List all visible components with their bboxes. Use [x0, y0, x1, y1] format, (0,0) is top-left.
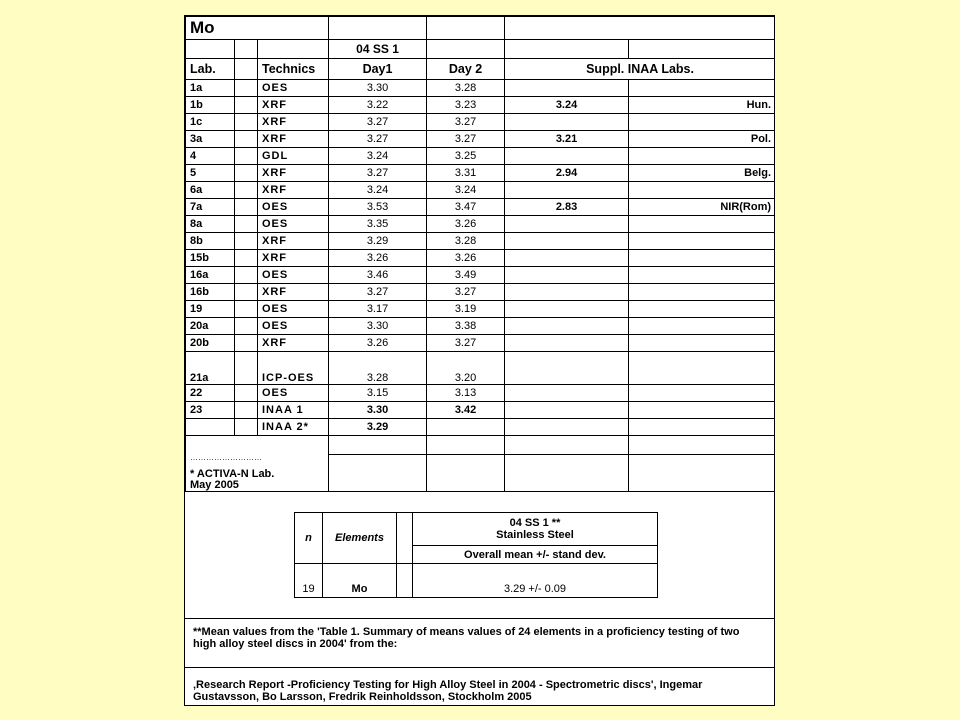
day2-cell: 3.13 [427, 385, 505, 402]
spacer-cell [235, 131, 258, 148]
suppl-lab-cell [629, 284, 775, 301]
suppl-lab-cell [629, 233, 775, 250]
table-row [186, 199, 776, 216]
note-reference: ‚Research Report -Proficiency Testing for High Alloy Steel in 2004 - Spectrometric discs', Ingemar Gustavsson, Bo Larsson, Fredrik Reinholdsson, Stockholm 2005 [193, 679, 703, 703]
day1-cell: 3.27 [329, 114, 427, 131]
lab-cell: 20b [186, 335, 235, 352]
technics-cell: OES [258, 80, 329, 97]
technics-cell: XRF [258, 131, 329, 148]
day1-cell: 3.22 [329, 97, 427, 114]
lab-cell: 1a [186, 80, 235, 97]
suppl-value-cell: 2.94 [505, 165, 629, 182]
suppl-value-cell [505, 216, 629, 233]
header-technics: Technics [258, 59, 329, 80]
suppl-value-cell [505, 148, 629, 165]
suppl-lab-cell [629, 148, 775, 165]
day2-cell [427, 419, 505, 436]
footnote-cell [186, 436, 329, 492]
technics-cell: INAA 1 [258, 402, 329, 419]
suppl-value-cell [505, 402, 629, 419]
table-row [186, 267, 776, 284]
suppl-lab-cell [629, 335, 775, 352]
day1-cell: 3.29 [329, 233, 427, 250]
summary-element-value: Mo [323, 564, 397, 598]
lab-cell: 8a [186, 216, 235, 233]
day2-cell: 3.20 [427, 352, 505, 385]
day1-cell: 3.27 [329, 165, 427, 182]
table-row [186, 216, 776, 233]
spacer-cell [235, 267, 258, 284]
table-row [186, 385, 776, 402]
day1-cell: 3.17 [329, 301, 427, 318]
day1-cell: 3.30 [329, 402, 427, 419]
footnote-row [186, 436, 776, 492]
lab-cell: 1c [186, 114, 235, 131]
spacer-cell [235, 352, 258, 385]
spacer-cell [235, 182, 258, 199]
suppl-value-cell [505, 80, 629, 97]
table-row [186, 402, 776, 419]
technics-cell: OES [258, 385, 329, 402]
suppl-lab-cell [629, 402, 775, 419]
day2-cell: 3.49 [427, 267, 505, 284]
header-day1: Day1 [329, 59, 427, 80]
lab-cell: 22 [186, 385, 235, 402]
summary-table [294, 512, 658, 598]
spacer-cell [235, 301, 258, 318]
sample-label: 04 SS 1 [329, 40, 427, 59]
technics-cell: XRF [258, 165, 329, 182]
day2-cell: 3.38 [427, 318, 505, 335]
spacer-cell [235, 233, 258, 250]
spacer-cell [235, 385, 258, 402]
lab-cell: 7a [186, 199, 235, 216]
sample-row [186, 40, 776, 59]
slide [184, 15, 775, 706]
day1-cell: 3.15 [329, 385, 427, 402]
day1-cell: 3.24 [329, 148, 427, 165]
header-row [186, 59, 776, 80]
day1-cell: 3.26 [329, 250, 427, 267]
technics-cell: OES [258, 301, 329, 318]
table-row [186, 182, 776, 199]
lab-cell: 3a [186, 131, 235, 148]
summary-sample-header [413, 513, 658, 546]
notes-box [185, 618, 775, 706]
suppl-value-cell [505, 250, 629, 267]
table-row [186, 148, 776, 165]
title-row [186, 17, 776, 40]
day2-cell: 3.27 [427, 335, 505, 352]
suppl-lab-cell [629, 267, 775, 284]
spacer-cell [235, 335, 258, 352]
day1-cell: 3.30 [329, 318, 427, 335]
suppl-lab-cell [629, 80, 775, 97]
day1-cell: 3.46 [329, 267, 427, 284]
suppl-value-cell [505, 352, 629, 385]
day1-cell: 3.27 [329, 284, 427, 301]
day2-cell: 3.26 [427, 250, 505, 267]
summary-n-value: 19 [295, 564, 323, 598]
suppl-lab-cell [629, 352, 775, 385]
spacer-cell [235, 148, 258, 165]
suppl-lab-cell [629, 385, 775, 402]
table-row [186, 284, 776, 301]
day1-cell: 3.29 [329, 419, 427, 436]
table-row [186, 233, 776, 250]
suppl-lab-cell [629, 318, 775, 335]
header-suppl: Suppl. INAA Labs. [505, 59, 775, 80]
suppl-value-cell [505, 114, 629, 131]
spacer-cell [235, 318, 258, 335]
spacer-cell [235, 284, 258, 301]
footnote-dots: ……………………… [190, 453, 262, 462]
table-row [186, 80, 776, 97]
lab-cell: 16b [186, 284, 235, 301]
day2-cell: 3.27 [427, 131, 505, 148]
suppl-value-cell [505, 335, 629, 352]
summary-elements-header: Elements [323, 513, 397, 564]
suppl-lab-cell: Belg. [629, 165, 775, 182]
day2-cell: 3.24 [427, 182, 505, 199]
empty-cell [629, 436, 775, 492]
summary-stat-header: Overall mean +/- stand dev. [413, 546, 658, 564]
suppl-lab-cell [629, 216, 775, 233]
suppl-lab-cell [629, 250, 775, 267]
header-day2: Day 2 [427, 59, 505, 80]
summary-stat-value: 3.29 +/- 0.09 [413, 564, 658, 598]
day2-cell: 3.31 [427, 165, 505, 182]
suppl-lab-cell: Hun. [629, 97, 775, 114]
table-row [186, 114, 776, 131]
spacer-cell [235, 402, 258, 419]
table-row [186, 301, 776, 318]
suppl-lab-cell: NIR(Rom) [629, 199, 775, 216]
day2-cell: 3.47 [427, 199, 505, 216]
summary-sample-line1: 04 SS 1 ** [509, 517, 561, 529]
day2-cell: 3.23 [427, 97, 505, 114]
technics-cell: XRF [258, 250, 329, 267]
empty-cell [505, 436, 629, 492]
spacer-cell [235, 199, 258, 216]
technics-cell: XRF [258, 335, 329, 352]
day2-cell: 3.25 [427, 148, 505, 165]
technics-cell: INAA 2* [258, 419, 329, 436]
suppl-value-cell [505, 385, 629, 402]
lab-cell: 19 [186, 301, 235, 318]
lab-cell: 23 [186, 402, 235, 419]
day1-cell: 3.28 [329, 352, 427, 385]
footnote-line2: May 2005 [190, 479, 239, 491]
technics-cell: OES [258, 199, 329, 216]
suppl-value-cell [505, 182, 629, 199]
suppl-value-cell [505, 233, 629, 250]
day1-cell: 3.30 [329, 80, 427, 97]
lab-cell [186, 419, 235, 436]
day2-cell: 3.27 [427, 284, 505, 301]
lab-cell: 16a [186, 267, 235, 284]
table-row [186, 352, 776, 385]
day2-cell: 3.42 [427, 402, 505, 419]
lab-cell: 20a [186, 318, 235, 335]
suppl-lab-cell [629, 182, 775, 199]
table-row [186, 97, 776, 114]
empty-cell [427, 436, 505, 492]
spacer-cell [235, 419, 258, 436]
technics-cell: XRF [258, 97, 329, 114]
technics-cell: OES [258, 318, 329, 335]
summary-n-header: n [295, 513, 323, 564]
lab-cell: 6a [186, 182, 235, 199]
technics-cell: XRF [258, 114, 329, 131]
day1-cell: 3.24 [329, 182, 427, 199]
suppl-value-cell: 3.24 [505, 97, 629, 114]
table-row [186, 131, 776, 148]
spacer-cell [235, 80, 258, 97]
suppl-lab-cell [629, 419, 775, 436]
table-row [186, 335, 776, 352]
spacer-cell [235, 97, 258, 114]
suppl-value-cell [505, 301, 629, 318]
table-row [186, 165, 776, 182]
technics-cell: OES [258, 267, 329, 284]
suppl-lab-cell [629, 301, 775, 318]
suppl-value-cell: 2.83 [505, 199, 629, 216]
lab-cell: 21a [186, 352, 235, 385]
day2-cell: 3.26 [427, 216, 505, 233]
suppl-lab-cell: Pol. [629, 131, 775, 148]
suppl-value-cell [505, 318, 629, 335]
day1-cell: 3.26 [329, 335, 427, 352]
suppl-lab-cell [629, 114, 775, 131]
technics-cell: OES [258, 216, 329, 233]
spacer-cell [235, 216, 258, 233]
element-title: Mo [186, 17, 329, 40]
suppl-value-cell: 3.21 [505, 131, 629, 148]
spacer-cell [235, 165, 258, 182]
day2-cell: 3.28 [427, 233, 505, 250]
spacer-cell [235, 114, 258, 131]
footnote-line1: * ACTIVA-N Lab. [190, 468, 275, 480]
technics-cell: XRF [258, 182, 329, 199]
technics-cell: XRF [258, 233, 329, 250]
table-row [186, 419, 776, 436]
lab-cell: 15b [186, 250, 235, 267]
day1-cell: 3.27 [329, 131, 427, 148]
suppl-value-cell [505, 267, 629, 284]
note-mean-values: **Mean values from the 'Table 1. Summary of means values of 24 elements in a proficiency testing of two high alloy steel discs in 2004' from the: [193, 626, 740, 650]
lab-cell: 8b [186, 233, 235, 250]
technics-cell: GDL [258, 148, 329, 165]
day2-cell: 3.28 [427, 80, 505, 97]
header-lab: Lab. [186, 59, 235, 80]
day1-cell: 3.35 [329, 216, 427, 233]
technics-cell: ICP-OES [258, 352, 329, 385]
spacer-cell [235, 250, 258, 267]
lab-cell: 5 [186, 165, 235, 182]
day2-cell: 3.27 [427, 114, 505, 131]
lab-cell: 1b [186, 97, 235, 114]
empty-cell [329, 436, 427, 492]
lab-cell: 4 [186, 148, 235, 165]
note-divider [185, 667, 775, 668]
suppl-value-cell [505, 419, 629, 436]
table-row [186, 318, 776, 335]
day1-cell: 3.53 [329, 199, 427, 216]
table-row [186, 250, 776, 267]
technics-cell: XRF [258, 284, 329, 301]
day2-cell: 3.19 [427, 301, 505, 318]
suppl-value-cell [505, 284, 629, 301]
results-table [185, 16, 775, 492]
summary-sample-line2: Stainless Steel [496, 529, 574, 541]
